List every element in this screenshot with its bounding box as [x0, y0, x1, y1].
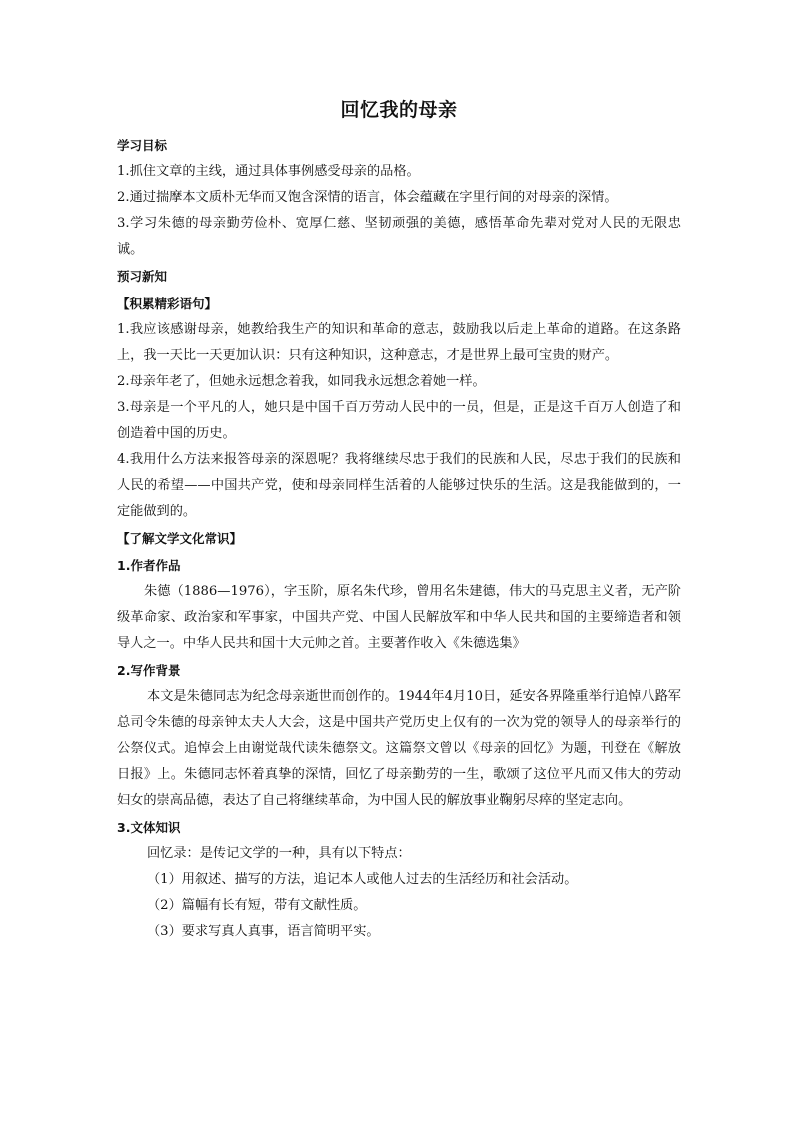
- quotes-heading: 【积累精彩语句】: [117, 296, 218, 311]
- author-heading: 1.作者作品: [117, 558, 181, 573]
- genre-heading: 3.文体知识: [117, 820, 181, 835]
- quote-item-3: 3.母亲是一个平凡的人，她只是中国千百万劳动人民中的一员，但是，正是这千百万人创造了和创造着中国的历史。: [117, 400, 681, 441]
- objectives-heading: 学习目标: [117, 138, 168, 153]
- genre-item-3: （3）要求写真人真事，语言简明平实。: [147, 924, 380, 939]
- genre-item-2: （2）篇幅有长有短，带有文献性质。: [147, 898, 367, 913]
- objective-item-2: 2.通过揣摩本文质朴无华而又饱含深情的语言，体会蕴藏在字里行间的对母亲的深情。: [117, 190, 618, 205]
- quote-item-2: 2.母亲年老了，但她永远想念着我，如同我永远想念着她一样。: [117, 374, 486, 389]
- objective-item-1: 1.抓住文章的主线，通过具体事例感受母亲的品格。: [117, 164, 420, 179]
- preview-heading: 预习新知: [117, 269, 168, 284]
- background-text: 本文是朱德同志为纪念母亲逝世而创作的。1944年4月10日，延安各界隆重举行追悼八路军总司令朱德的母亲钟太夫人大会，这是中国共产党历史上仅有的一次为党的领导人的母亲举行的公祭仪式。追悼会上由谢觉哉代读朱德祭文。这篇祭文曾以《母亲的回忆》为题，刊登在《解放日报》上。朱德同志怀着真挚的深情，回忆了母亲勤劳的一生，歌颂了这位平凡而又伟大的劳动妇女的崇高品德，表达了自己将继续革命，为中国人民的解放事业鞠躬尽瘁的坚定志向。: [117, 689, 681, 808]
- quote-item-4: 4.我用什么方法来报答母亲的深恩呢？我将继续尽忠于我们的民族和人民，尽忠于我们的民族和人民的希望——中国共产党，使和母亲同样生活着的人能够过快乐的生活。这是我能做到的，一定能做到的。: [117, 452, 681, 519]
- background-heading: 2.写作背景: [117, 663, 181, 678]
- author-text: 朱德（1886—1976），字玉阶，原名朱代珍，曾用名朱建德，伟大的马克思主义者，无产阶级革命家、政治家和军事家，中国共产党、中国人民解放军和中华人民共和国的主要缔造者和领导人之一。中华人民共和国十大元帅之首。主要著作收入《朱德选集》: [117, 584, 681, 651]
- genre-item-1: （1）用叙述、描写的方法，追记本人或他人过去的生活经历和社会活动。: [147, 872, 578, 887]
- document-title: 回忆我的母亲: [340, 99, 458, 121]
- genre-intro: 回忆录：是传记文学的一种，具有以下特点：: [147, 846, 411, 861]
- quote-item-1: 1.我应该感谢母亲，她教给我生产的知识和革命的意志，鼓励我以后走上革命的道路。在这条路上，我一天比一天更加认识：只有这种知识，这种意志，才是世界上最可宝贵的财产。: [117, 322, 681, 363]
- culture-heading: 【了解文学文化常识】: [117, 531, 243, 546]
- objective-item-3: 3.学习朱德的母亲勤劳俭朴、宽厚仁慈、坚韧顽强的美德，感悟革命先辈对党对人民的无限忠诚。: [117, 216, 681, 257]
- document-page: [117, 96, 681, 945]
